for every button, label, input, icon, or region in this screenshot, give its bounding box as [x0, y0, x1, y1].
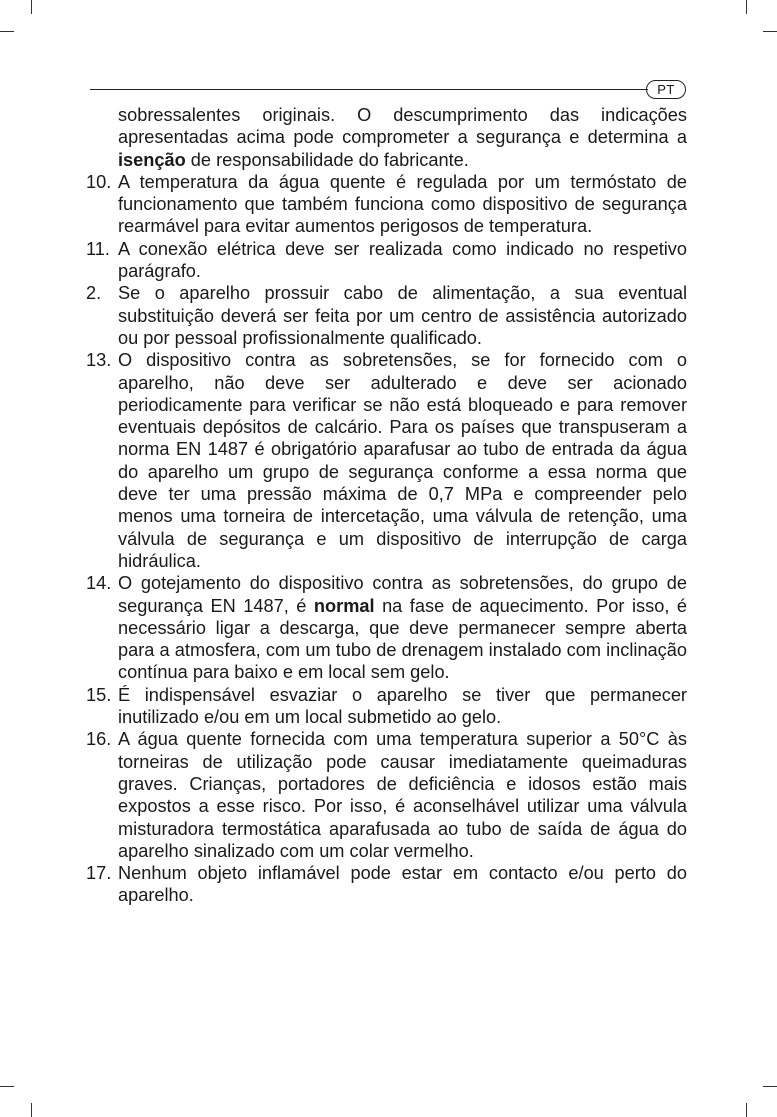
intro-bold: isenção — [118, 149, 186, 170]
item-number: 11. — [86, 238, 110, 259]
item-number: 13. — [86, 350, 112, 371]
item-number: 2. — [86, 283, 102, 304]
item-text: A conexão elétrica deve ser realizada como indicado no respetivo parágrafo. — [118, 238, 687, 282]
crop-mark-right-bottom — [763, 1086, 777, 1087]
crop-mark-bottom-right — [746, 1103, 747, 1117]
instructions-text — [86, 104, 687, 907]
crop-mark-top-right — [746, 0, 747, 14]
item-text: A temperatura da água quente é regulada por um termóstato de funcionamento que também funciona como dispositivo de segurança rearmável para evitar aumentos perigosos de temperatura. — [118, 171, 687, 237]
item-text: É indispensável esvaziar o aparelho se tiver que permanecer inutilizado e/ou em um local submetido ao gelo. — [118, 684, 687, 728]
item-text-start: O gotejamento do dispositivo contra as sobretensões, do grupo de segurança EN 1487, é — [118, 573, 687, 616]
crop-mark-left-top — [0, 31, 14, 32]
list-item — [86, 684, 687, 729]
list-item — [86, 171, 687, 238]
item-number: 14. — [86, 573, 112, 594]
list-item — [86, 862, 687, 907]
crop-mark-right-top — [763, 31, 777, 32]
item-number: 15. — [86, 684, 112, 705]
item-text: Se o aparelho prossuir cabo de alimentação, a sua eventual substituição deverá ser feita por um centro de assistência autorizado ou por pessoal profissionalmente qualificado. — [118, 283, 687, 348]
crop-mark-left-bottom — [0, 1086, 14, 1087]
list-item — [86, 238, 687, 283]
crop-mark-bottom-left — [31, 1103, 32, 1117]
item-text-bold: normal — [313, 595, 375, 616]
item-text: O dispositivo contra as sobretensões, se for fornecido com o aparelho, não deve ser adulterado e deve ser acionado periodicamente para verificar se não está bloqueado e para remover eventuais depósitos de calcário. Para os países que transpuseram a norma EN 1487 é obrigatório aparafusar ao tubo de entrada da água do aparelho um grupo de segurança conforme a essa norma que deve ter uma pressão máxima de 0,7 MPa e compreender pelo menos uma torneira de intercetação, uma válvula de retenção, uma válvula de segurança e um dispositivo de interrupção de carga hidráulica. — [118, 350, 687, 571]
item-text-end: na fase de aquecimento. Por isso, é necessário ligar a descarga, que deve permanecer sempre aberta para a atmosfera, com um tubo de drenagem instalado com inclinação contínua para baixo e em local sem gelo. — [118, 595, 688, 683]
crop-mark-top-left — [31, 0, 32, 14]
list-item — [86, 728, 687, 862]
item-text — [118, 572, 687, 683]
intro-paragraph — [86, 104, 687, 171]
item-text: A água quente fornecida com uma temperatura superior a 50°C às torneiras de utilização pode causar imediatamente queimaduras graves. Crianças, portadores de deficiência e idosos estão mais expostos a esse risco. Por isso, é aconselhável utilizar uma válvula misturadora termostática aparafusada ao tubo de saída de água do aparelho sinalizado com um colar vermelho. — [118, 729, 687, 861]
list-item — [86, 349, 687, 572]
intro-text-end: de responsabilidade do fabricante. — [185, 149, 469, 170]
list-item — [86, 572, 687, 683]
item-number: 17. — [86, 863, 112, 884]
item-number: 16. — [86, 729, 112, 750]
item-number: 10. — [86, 171, 112, 192]
item-text: Nenhum objeto inflamável pode estar em contacto e/ou perto do aparelho. — [118, 863, 687, 906]
header-rule — [90, 89, 648, 90]
language-badge: PT — [646, 80, 686, 99]
intro-text: sobressalentes originais. O descumprimento das indicações apresentadas acima pode comprometer a segurança e determina a — [118, 105, 687, 148]
list-item — [86, 282, 687, 349]
